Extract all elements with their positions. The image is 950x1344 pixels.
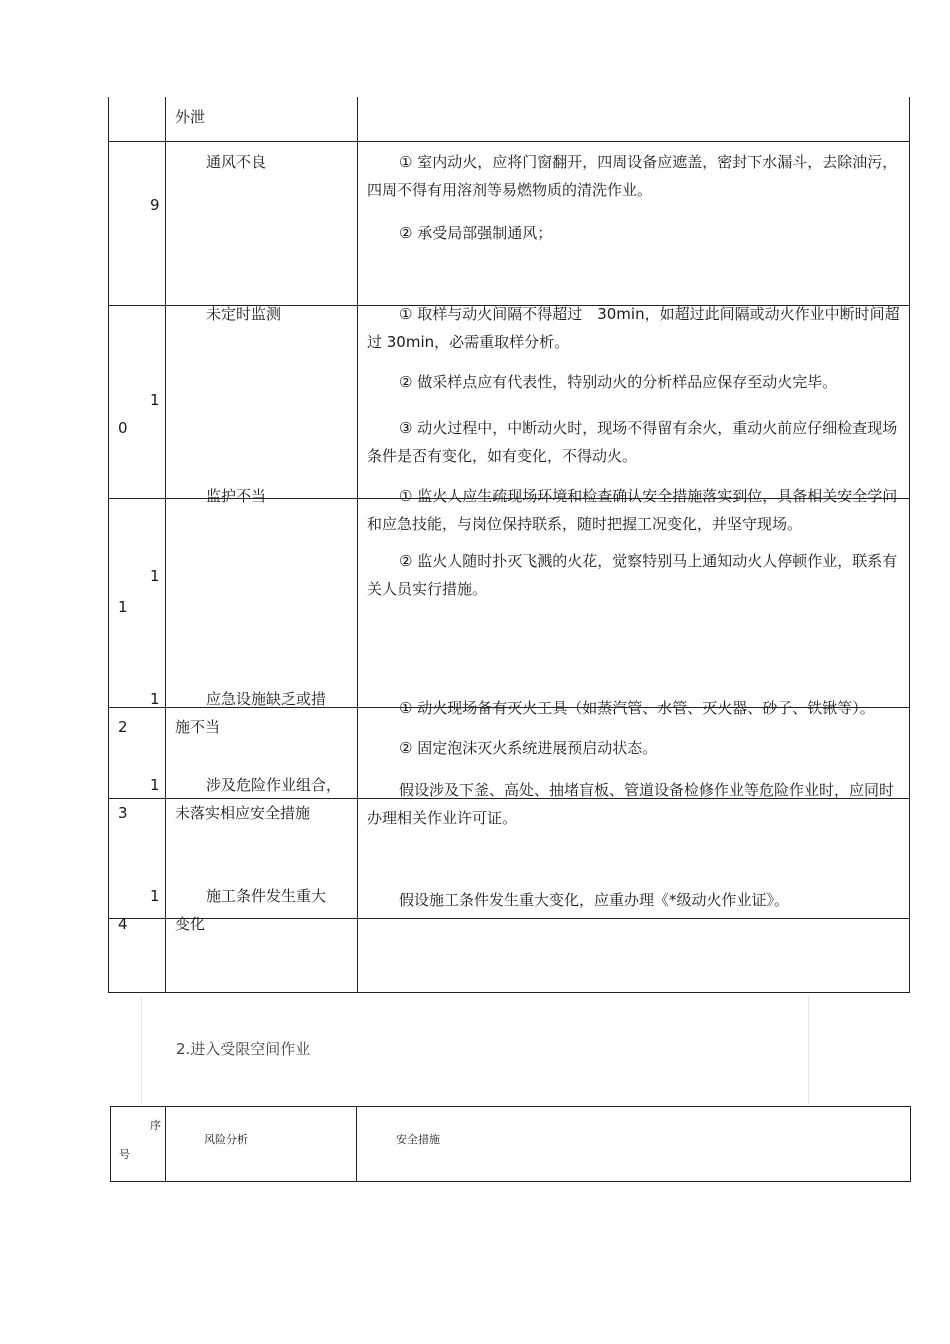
table-border: [108, 97, 109, 993]
risk-cell: 未落实相应安全措施: [175, 804, 311, 822]
table-border: [110, 1181, 911, 1182]
measure-paragraph: ① 监火人应生疏现场环境和检查确认安全措施落实到位，具备相关安全学问和应急技能，与岗位保持联系，随时把握工况变化，并坚守现场。: [367, 487, 898, 533]
row-number: 1: [150, 567, 160, 585]
risk-cell: 施不当: [175, 718, 221, 736]
frame-line: [141, 996, 142, 1104]
table-bottom-border: [108, 992, 910, 993]
row-number: 1: [150, 887, 160, 905]
row-number: 1: [118, 598, 128, 616]
row-divider: [108, 918, 910, 919]
table-border: [165, 97, 166, 993]
column-header-number: 号: [119, 1148, 130, 1161]
row-number: 3: [118, 804, 128, 822]
measure-paragraph: ① 动火现场备有灭火工具（如蒸汽管、水管、灭火器、砂子、铁锹等）。: [399, 699, 875, 717]
risk-cell: 变化: [175, 915, 206, 933]
row-number: 0: [118, 419, 128, 437]
section-title: 2.进入受限空间作业: [176, 1040, 311, 1058]
table-border: [165, 1106, 166, 1182]
measure-paragraph: ② 固定泡沫灭火系统进展预启动状态。: [399, 739, 658, 757]
measure-paragraph: ② 监火人随时扑灭飞溅的火花，觉察特别马上通知动火人停顿作业，联系有关人员实行措施。: [367, 552, 898, 598]
column-header-measures: 安全措施: [396, 1133, 440, 1146]
measure-paragraph: ② 承受局部强制通风；: [399, 224, 553, 242]
measure-paragraph: 假设施工条件发生重大变化，应重办理《*级动火作业证》。: [399, 891, 790, 909]
table-border: [910, 1106, 911, 1182]
row-number: 4: [118, 915, 128, 933]
row-number: 9: [150, 196, 160, 214]
risk-cell: 应急设施缺乏或措: [206, 690, 327, 708]
risk-cell: 外泄: [175, 108, 206, 126]
row-number: 2: [118, 718, 128, 736]
table-border: [356, 1106, 357, 1182]
measure-paragraph: ② 做采样点应有代表性，特别动火的分析样品应保存至动火完毕。: [399, 373, 838, 391]
measure-paragraph: ① 取样与动火间隔不得超过 30min，如超过此间隔或动火作业中断时间超过 30min，必需重取样分析。: [367, 305, 900, 351]
measure-paragraph: ① 室内动火，应将门窗翻开，四周设备应遮盖，密封下水漏斗，去除油污，四周不得有用溶剂等易燃物质的清洗作业。: [367, 153, 898, 199]
risk-cell: 未定时监测: [206, 305, 282, 323]
risk-cell: 监护不当: [206, 487, 267, 505]
table-border: [110, 1106, 911, 1107]
risk-cell: 涉及危险作业组合，: [206, 776, 342, 794]
row-number: 1: [150, 690, 160, 708]
risk-cell: 通风不良: [206, 153, 267, 171]
column-header-number: 序: [150, 1119, 161, 1132]
row-divider: [108, 141, 910, 142]
table-border: [110, 1106, 111, 1182]
risk-cell: 施工条件发生重大: [206, 887, 327, 905]
measure-paragraph: ③ 动火过程中，中断动火时，现场不得留有余火，重动火前应仔细检查现场条件是否有变化，如有变化，不得动火。: [367, 419, 898, 465]
row-number: 1: [150, 776, 160, 794]
table-border: [909, 97, 910, 993]
column-header-risk: 风险分析: [204, 1133, 248, 1146]
frame-line: [808, 996, 809, 1104]
row-number: 1: [150, 391, 160, 409]
table-border: [357, 97, 358, 993]
measure-paragraph: 假设涉及下釜、高处、抽堵盲板、管道设备检修作业等危险作业时，应同时办理相关作业许可证。: [367, 781, 895, 827]
